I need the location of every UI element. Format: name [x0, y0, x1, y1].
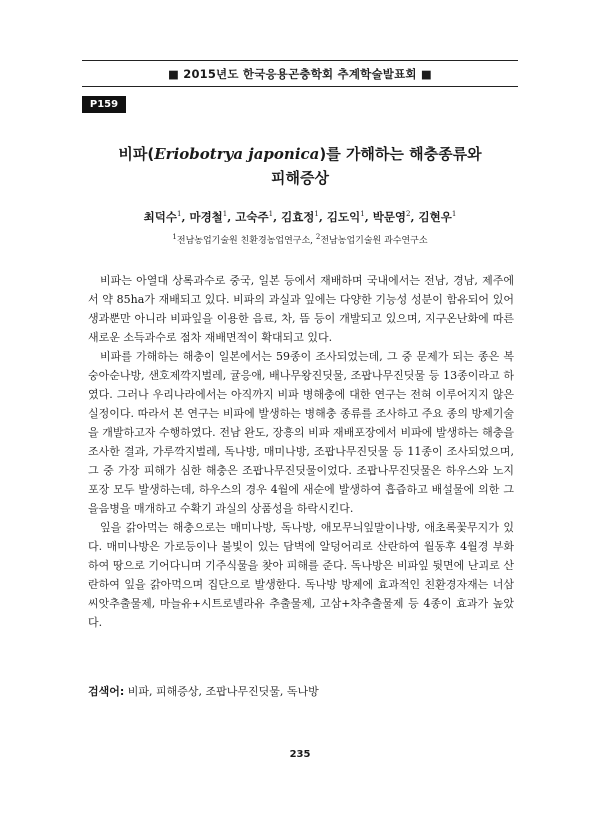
- title-species-name: Eriobotrya japonica: [154, 145, 320, 163]
- affiliations: $^1$전남농업기술원 친환경농업연구소, $^2$전남농업기술원 과수연구소: [172, 233, 428, 246]
- abstract-paragraph-1: 비파는 아열대 상록과수로 중국, 일본 등에서 재배하며 국내에서는 전남, 경남, 제주에서 약 85ha가 재배되고 있다. 비파의 과실과 잎에는 다양한 기능성 성분이 함유되어 있어 생과뿐만 아니라 비파잎을 이용한 음료, 차, 뜸 등이 개발되고 있으며, 지구온난화에 따른 새로운 소득과수로 점차 재배면적이 확대되고 있다.: [88, 274, 514, 344]
- title-line-1: [82, 142, 518, 166]
- paper-title: [82, 142, 518, 190]
- abstract-body: [88, 271, 514, 632]
- poster-id-badge: P159: [82, 96, 126, 113]
- author: 고숙주$^1$: [235, 210, 274, 224]
- keywords-label: 검색어:: [88, 685, 125, 698]
- conference-header: ■ 2015년도 한국응용곤충학회 추계학술발표회 ■: [167, 67, 432, 81]
- author: 최덕수$^1$: [143, 210, 182, 224]
- title-line-2: 피해증상: [271, 169, 329, 187]
- title-pre: 비파(: [118, 145, 155, 163]
- author: 마경철$^1$: [189, 210, 228, 224]
- header-rule-top: [82, 60, 518, 61]
- keywords: [88, 683, 319, 699]
- page-number: 235: [289, 749, 311, 760]
- author: 김도익$^1$: [326, 210, 365, 224]
- title-post: )를 가해하는 해충종류와: [319, 145, 482, 163]
- author-list: 최덕수$^1$, 마경철$^1$, 고숙주$^1$, 김효정$^1$, 김도익$^1$, 박문영$^2$, 김현우$^1$: [143, 210, 457, 224]
- header-rule-bottom: [82, 86, 518, 87]
- keywords-text: 비파, 피해증상, 조팝나무진딧물, 독나방: [124, 685, 319, 698]
- author: 박문영$^2$: [372, 210, 411, 224]
- author: 김효정$^1$: [281, 210, 319, 224]
- abstract-paragraph-2: 비파를 가해하는 해충이 일본에서는 59종이 조사되었는데, 그 중 문제가 되는 종은 복숭아순나방, 샌호제깍지벌레, 귤응애, 배나무왕진딧물, 조팝나무진딧물 등 13종이라고 하였다. 그러나 우리나라에서는 아직까지 비파 병해충에 대한 연구는 전혀 이루어지지 않은 실정이다. 따라서 본 연구는 비파에 발생하는 병해충 종류를 조사하고 주요 종의 방제기술을 개발하고자 수행하였다. 전남 완도, 장흥의 비파 재배포장에서 비파에 발생하는 해충을 조사한 결과, 가루깍지벌레, 독나방, 매미나방, 조팝나무진딧물 등 11종이 조사되었으며, 그 중 가장 피해가 심한 해충은 조팝나무진딧물이었다. 조팝나무진딧물은 하우스와 노지포장 모두 발생하는데, 하우스의 경우 4월에 새순에 발생하여 흡즙하고 배설물에 의한 그을음병을 매개하고 수확기 과실의 상품성을 하락시킨다.: [88, 350, 514, 515]
- abstract-paragraph-3: 잎을 갉아먹는 해충으로는 매미나방, 독나방, 애모무늬잎말이나방, 애초록꽃무지가 있다. 매미나방은 가로등이나 불빛이 있는 담벽에 알덩어리로 산란하여 월동후 4월경 부화하여 땅으로 기어다니며 기주식물을 찾아 피해를 준다. 독나방은 비파잎 뒷면에 난괴로 산란하여 잎을 갉아먹으며 집단으로 발생한다. 독나방 방제에 효과적인 친환경자재는 너삼씨앗추출물제, 마늘유+시트로넬라유 추출물제, 고삼+차추출물제 등 4종이 효과가 높았다.: [88, 521, 514, 629]
- author: 김현우$^1$: [418, 210, 457, 224]
